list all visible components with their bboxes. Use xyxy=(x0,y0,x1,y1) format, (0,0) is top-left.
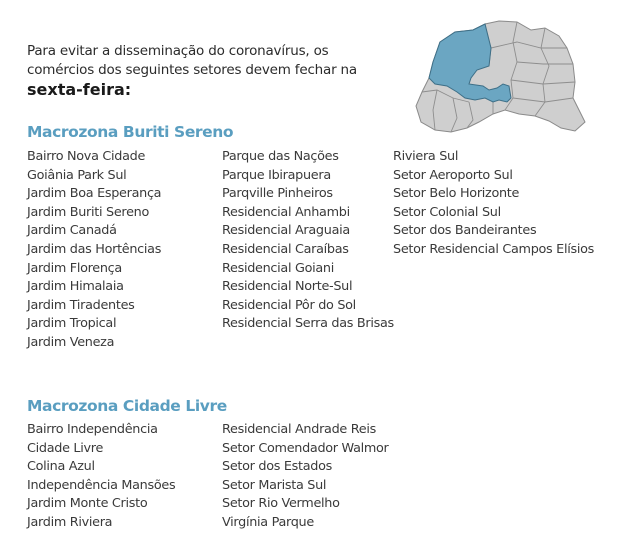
intro-text xyxy=(27,42,387,101)
intro-sentence: Para evitar a disseminação do coronavírus, os comércios dos seguintes setores devem fechar na xyxy=(27,43,357,78)
list-item: Jardim Tiradentes xyxy=(27,297,135,313)
list-item: Setor Comendador Walmor xyxy=(222,440,389,456)
buriti-sereno-column-2 xyxy=(222,148,394,334)
list-item: Riviera Sul xyxy=(393,149,459,164)
list-item: Parque Ibirapuera xyxy=(222,167,331,183)
cidade-livre-column-2 xyxy=(222,421,389,533)
list-item: Jardim Monte Cristo xyxy=(27,496,148,512)
list-item: Residencial Andrade Reis xyxy=(222,422,376,437)
section-heading-cidade-livre: Macrozona Cidade Livre xyxy=(27,397,227,415)
list-item: Bairro Nova Cidade xyxy=(27,149,146,164)
list-item: Setor Rio Vermelho xyxy=(222,496,340,512)
list-item: Bairro Independência xyxy=(27,422,158,437)
list-item: Residencial Goiani xyxy=(222,260,334,276)
region-map xyxy=(413,18,589,136)
list-item: Residencial Pôr do Sol xyxy=(222,297,356,313)
list-item: Setor dos Estados xyxy=(222,459,332,475)
list-item: Parqville Pinheiros xyxy=(222,186,333,202)
list-item: Setor Aeroporto Sul xyxy=(393,167,513,183)
list-item: Residencial Caraíbas xyxy=(222,241,349,257)
intro-emphasis: sexta-feira: xyxy=(27,80,132,99)
list-item: Jardim das Hortências xyxy=(27,241,162,257)
list-item: Setor Belo Horizonte xyxy=(393,186,520,202)
list-item: Jardim Veneza xyxy=(27,334,115,350)
list-item: Residencial Anhambi xyxy=(222,204,350,220)
section-heading-buriti-sereno: Macrozona Buriti Sereno xyxy=(27,123,234,141)
list-item: Parque das Nações xyxy=(222,149,339,164)
list-item: Setor Residencial Campos Elísios xyxy=(393,241,594,257)
list-item: Residencial Araguaia xyxy=(222,223,350,239)
list-item: Jardim Himalaia xyxy=(27,279,124,295)
buriti-sereno-column-3 xyxy=(393,148,594,260)
list-item: Setor Marista Sul xyxy=(222,477,327,493)
list-item: Jardim Boa Esperança xyxy=(27,186,162,202)
buriti-sereno-column-1 xyxy=(27,148,161,353)
list-item: Virgínia Parque xyxy=(222,514,314,530)
list-item: Jardim Riviera xyxy=(27,514,113,530)
list-item: Setor dos Bandeirantes xyxy=(393,223,537,239)
list-item: Colina Azul xyxy=(27,459,95,475)
cidade-livre-column-1 xyxy=(27,421,175,533)
list-item: Independência Mansões xyxy=(27,477,176,493)
list-item: Residencial Serra das Brisas xyxy=(222,316,394,332)
list-item: Cidade Livre xyxy=(27,440,104,456)
list-item: Jardim Buriti Sereno xyxy=(27,204,150,220)
list-item: Jardim Florença xyxy=(27,260,122,276)
list-item: Jardim Canadá xyxy=(27,223,117,239)
list-item: Residencial Norte-Sul xyxy=(222,279,353,295)
list-item: Jardim Tropical xyxy=(27,316,117,332)
list-item: Goiânia Park Sul xyxy=(27,167,127,183)
list-item: Setor Colonial Sul xyxy=(393,204,501,220)
